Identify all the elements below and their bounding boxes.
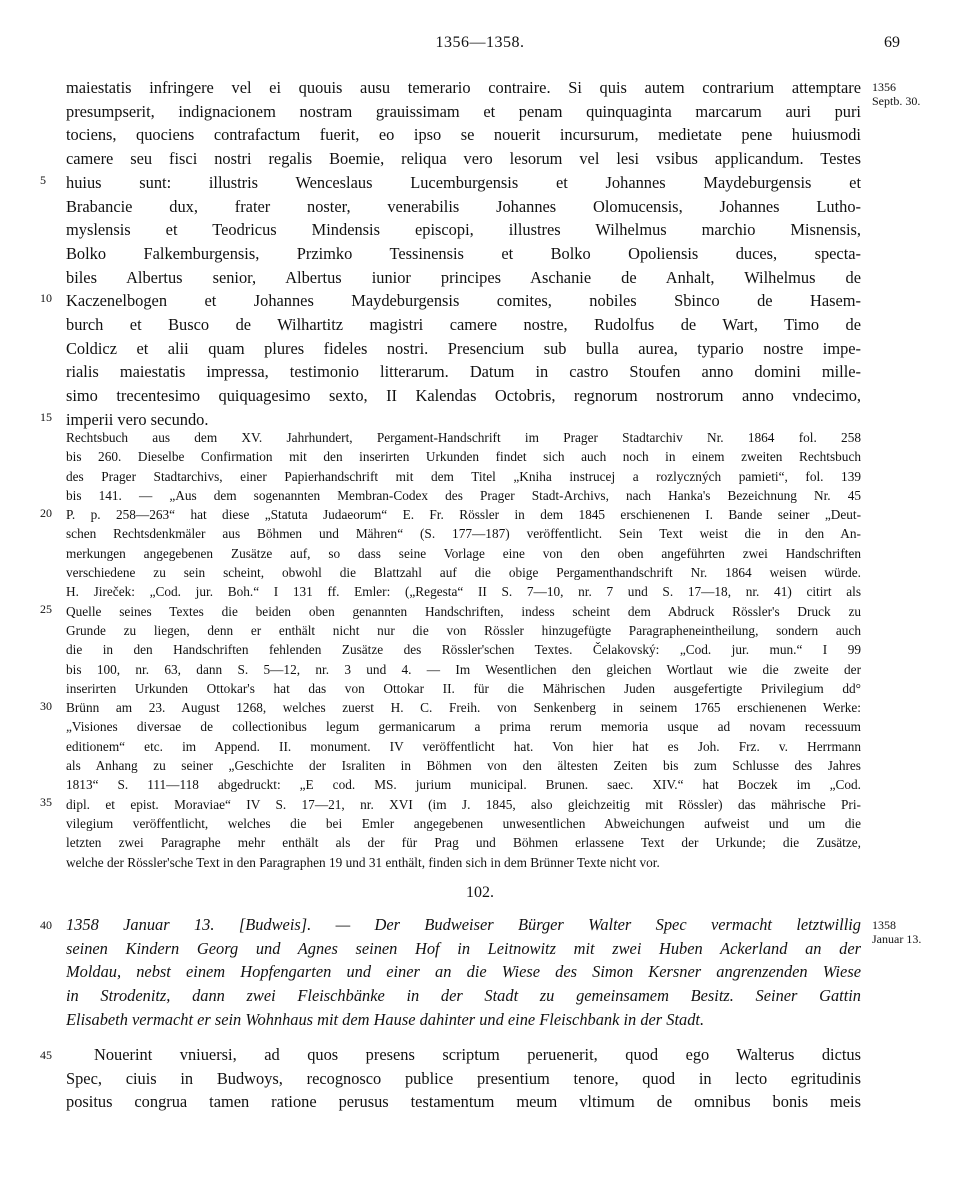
page-header-title: 1356—1358. [435, 34, 525, 51]
text-line: myslensis et Teodricus Mindensis episcopi, illustres Wilhelmus marchio Misnensis, [66, 220, 861, 240]
line-number: 10 [40, 291, 52, 305]
text-line: imperii vero secundo. [66, 409, 209, 429]
note-line: welche der Rössler'sche Text in den Paragraphen 19 und 31 enthält, finden sich in dem Brünner Texte nicht vor. [66, 854, 660, 870]
text-line: camere seu fisci nostri regalis Boemie, reliqua vero lesorum vel lesi vsibus applicandum. Testes [66, 149, 861, 169]
document-text [66, 1043, 861, 1114]
text-line: huius sunt: illustris Wenceslaus Lucemburgensis et Johannes Maydeburgensis et [66, 172, 861, 192]
note-line: 1813“ S. 111—118 abgedruckt: „E cod. MS. jurium municipal. Brunen. saec. XIV.“ hat Boczek im „Cod. [66, 777, 861, 793]
note-line: P. p. 258—263“ hat diese „Statuta Judaeorum“ E. Fr. Rössler in dem 1845 erschienenen I. Bande seiner „Deut- [66, 507, 861, 523]
note-line: merkungen angegebenen Zusätze auf, so dass seine Vorlage eine von den oben angeführten zwei Handschriften [66, 545, 861, 561]
text-line: rialis maiestatis impressa, testimonio litterarum. Datum in castro Stoufen anno domini mille- [66, 362, 861, 382]
line-number: 35 [40, 795, 52, 809]
text-line: biles Albertus senior, Albertus iunior principes Aschanie de Anhalt, Wilhelmus de [66, 267, 861, 287]
text-line: tociens, quociens contrafactum fuerit, eo ipso se nouerit incursurum, medietate pene huiusmodi [66, 125, 861, 145]
note-line: bis 100, nr. 63, dann S. 5—12, nr. 3 und 4. — Im Wesentlichen den gleichen Wortlaut wie die zweite der [66, 661, 861, 677]
note-line: als Anhang zu seiner „Geschichte der Israliten in Böhmen von den ältesten Zeiten bis zum Schlusse des Jahres [66, 758, 861, 774]
note-line: vilegium veröffentlicht, welches die bei Emler angegebenen unwesentlichen Abweichungen aufweist und um die [66, 815, 861, 831]
line-number: 15 [40, 410, 52, 424]
line-number: 30 [40, 699, 52, 713]
margin-date-1356: 1356 Septb. 30. [872, 80, 921, 108]
document-number: 102. [466, 884, 494, 901]
text-line: burch et Busco de Wilhartitz magistri camere nostre, Rudolfus de Wart, Timo de [66, 315, 861, 335]
note-line: die in den Handschriften fehlenden Zusätze des Rössler'schen Textes. Čelakovský: „Cod. jur. mun.“ I 99 [66, 642, 861, 658]
note-line: Quelle seines Textes die beiden oben genannten Handschriften, indess scheint dem Abdruck Rössler's Druck zu [66, 603, 861, 619]
note-line: bis 141. — „Aus dem sogenannten Membran-Codex des Prager Stadt-Archivs, nach Hanka's Bezeichnung Nr. 45 [66, 487, 861, 503]
note-line: verschiedene zu sein scheint, obwohl die Blattzahl auf die obige Pergamenthandschrift Nr. 1864 weisen würde. [66, 565, 861, 581]
text-line: positus congrua tamen ratione perusus testamentum meum vltimum de omnibus bonis meis [66, 1092, 861, 1112]
text-line: Bolko Falkemburgensis, Przimko Tessinensis et Bolko Opoliensis duces, specta- [66, 243, 861, 263]
text-line: Brabancie dux, frater noster, venerabilis Johannes Olomucensis, Johannes Lutho- [66, 196, 861, 216]
page-number: 69 [884, 34, 900, 51]
margin-date-1358: 1358 Januar 13. [872, 918, 922, 946]
line-number: 5 [40, 173, 46, 187]
text-line: Coldicz et alii quam plures fideles nostri. Presencium sub bulla aurea, typario nostre impe- [66, 338, 861, 358]
note-line: H. Jireček: „Cod. jur. Boh.“ I 131 ff. Emler: („Regesta“ II S. 7—10, nr. 7 und S. 17—18, nr. 41) citirt als [66, 584, 861, 600]
note-line: dipl. et epist. Moraviae“ IV S. 17—21, nr. XVI (im J. 1845, also gleichzeitig mit Rössler) das mährische Pri- [66, 796, 861, 812]
regest-line: 1358 Januar 13. [Budweis]. — Der Budweiser Bürger Walter Spec vermacht letztwillig [66, 915, 861, 934]
note-line: Brünn am 23. August 1268, welches zuerst H. C. Freih. von Senkenberg in seinem 1765 erschienenen Werke: [66, 700, 861, 716]
note-line: inserirten Urkunden Ottokar's hat das von Ottokar II. für die Mährischen Juden ausgefertigte Privilegium dd° [66, 680, 861, 696]
text-line: maiestatis infringere vel ei quouis ausu temerario contraire. Si quis autem contrarium attemptare [66, 78, 861, 97]
main-text [66, 76, 861, 432]
regest-line: seinen Kindern Georg und Agnes seinen Hof in Leitnowitz mit zwei Huben Ackerland an der [66, 938, 861, 958]
note-line: editionem“ etc. im Append. II. monument. IV veröffentlicht hat. Von hier hat es Joh. Frz. v. Herrmann [66, 738, 861, 754]
text-line: Nouerint vniuersi, ad quos presens scriptum peruenerit, quod ego Walterus dictus [94, 1045, 861, 1064]
text-line: simo trecentesimo quiquagesimo sexto, II Kalendas Octobris, regnorum nostrorum anno vndecimo, [66, 386, 861, 406]
note-line: letzten zwei Paragraphe mehr enthält als der für Prag und Böhmen erlassene Text der Urkunde; die Zusätze, [66, 835, 861, 851]
text-line: Spec, ciuis in Budwoys, recognosco publice presentium tenore, quod in lecto egritudinis [66, 1068, 861, 1088]
regest-line: Moldau, nebst einem Hopfengarten und einer an die Wiese des Simon Kersner angrenzenden Wiese [66, 962, 861, 982]
note-line: Grunde zu liegen, denn er enthält nicht nur die von Rössler hinzugefügte Paragrapheneintheilung, sondern auch [66, 622, 861, 638]
note-line: bis 260. Dieselbe Confirmation mit den inserirten Urkunden findet sich auch noch in einem zweiten Rechtsbuch [66, 449, 861, 465]
line-number: 40 [40, 918, 52, 932]
line-number: 20 [40, 506, 52, 520]
line-number: 25 [40, 602, 52, 616]
text-line: Kaczenelbogen et Johannes Maydeburgensis comites, nobiles Sbinco de Hasem- [66, 291, 861, 311]
note-line: Rechtsbuch aus dem XV. Jahrhundert, Pergament-Handschrift im Prager Stadtarchiv Nr. 1864 fol. 258 [66, 430, 861, 445]
source-notes [66, 428, 861, 872]
line-number: 45 [40, 1048, 52, 1062]
regest-line: in Strodenitz, dann zwei Fleischbänke in der Stadt zu gemeinsamem Besitz. Seiner Gattin [66, 986, 861, 1006]
note-line: „Visiones diversae de collectionibus legum germanicarum a prima rerum memoria usque ad novam recessuum [66, 719, 861, 735]
regest-line: Elisabeth vermacht er sein Wohnhaus mit dem Hause dahinter und eine Fleischbank in der Stadt. [66, 1009, 705, 1029]
text-line: presumpserit, indignacionem nostram grauissimam et penam quinquaginta marcarum auri puri [66, 101, 861, 121]
note-line: des Prager Stadtarchivs, einer Papierhandschrift mit dem Titel „Kniha instrucej a rozlyczných pamieti“, fol. 139 [66, 468, 861, 484]
note-line: schen Rechtsdenkmäler aus Böhmen und Mähren“ (S. 177—187) veröffentlicht. Sein Text weist die in den An- [66, 526, 861, 542]
regest-summary [66, 913, 861, 1032]
